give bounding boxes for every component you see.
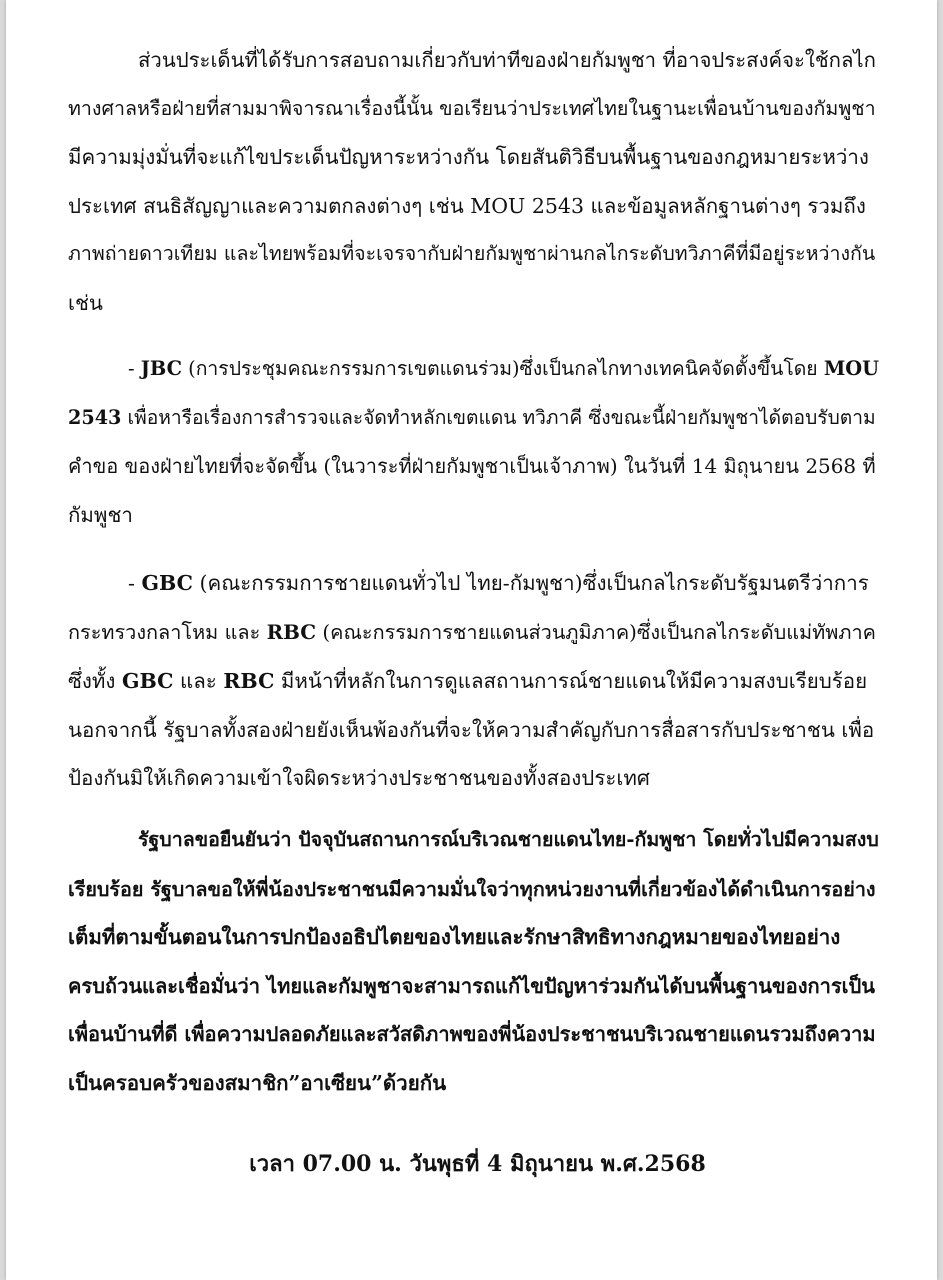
text-line: ทางศาลหรือฝ่ายที่สามมาพิจารณาเรื่องนี้นั้น ขอเรียนว่าประเทศไทยในฐานะเพื่อนบ้านของกัมพูชา [68,96,876,120]
bullet-dash: - [128,357,141,380]
bullet-dash: - [128,571,142,595]
text-segment: (คณะกรรมการชายแดนทั่วไป ไทย-กัมพูชา)ซึ่งเป็นกลไกระดับรัฐมนตรีว่าการ [192,571,869,595]
paragraph-border-mechanisms [68,36,880,327]
term-rbc: RBC [223,669,275,693]
text-line: เช่น [68,290,103,315]
text-line: เรียบร้อย รัฐบาลขอให้พี่น้องประชาชนมีความมั่นใจว่าทุกหน่วยงานที่เกี่ยวข้องได้ดำเนินการอย่าง [68,876,876,901]
text-segment: เพื่อหารือเรื่องการสำรวจและจัดทำหลักเขตแดน ทวิภาคี ซึ่งขณะนี้ฝ่ายกัมพูชาได้ตอบรับตาม [121,405,876,429]
text-segment: และ [173,669,224,693]
term-mou: MOU [823,357,879,380]
term-gbc: GBC [121,669,174,693]
date-time-footer: เวลา 07.00 น. วันพุธที่ 4 มิถุนายน พ.ศ.2568 [249,1151,706,1177]
text-line: นอกจากนี้ รัฐบาลทั้งสองฝ่ายยังเห็นพ้องกันที่จะให้ความสำคัญกับการสื่อสารกับประชาชน เพื่อ [68,717,875,742]
term-jbc: JBC [140,357,182,380]
paragraph-jbc [68,345,880,539]
text-line: เพื่อนบ้านที่ดี เพื่อความปลอดภัยและสวัสดิภาพของพี่น้องประชาชนบริเวณชายแดนรวมถึงความ [68,1022,876,1046]
text-line: ป้องกันมิให้เกิดความเข้าใจผิดระหว่างประชาชนของทั้งสองประเทศ [68,766,650,790]
text-line: รัฐบาลขอยืนยันว่า ปัจจุบันสถานการณ์บริเวณชายแดนไทย-กัมพูชา โดยทั่วไปมีความสงบ [138,828,879,851]
text-line [68,394,880,443]
text-segment: กระทรวงกลาโหม และ [68,620,267,644]
text-line: กัมพูชา [68,502,133,527]
text-line [68,345,880,394]
text-line [68,657,880,706]
text-line [68,608,880,658]
document-page [6,0,937,1280]
paragraph-gbc-rbc [68,559,880,803]
text-line [68,559,880,608]
term-gbc: GBC [141,571,193,595]
text-line: ภาพถ่ายดาวเทียม และไทยพร้อมที่จะเจรจากับฝ่ายกัมพูชาผ่านกลไกระดับทวิภาคีที่มีอยู่ระหว่างกัน [68,242,876,265]
text-line: ส่วนประเด็นที่ได้รับการสอบถามเกี่ยวกับท่าทีของฝ่ายกัมพูชา ที่อาจประสงค์จะใช้กลไก [138,48,876,72]
text-line: คำขอ ของฝ่ายไทยที่จะจัดขึ้น (ในวาระที่ฝ่ายกัมพูชาเป็นเจ้าภาพ) ในวันที่ 14 มิถุนายน 2568 ที่ [68,454,876,478]
term-2543: 2543 [68,405,122,429]
text-segment: ซึ่งทั้ง [68,669,122,693]
paragraph-government-statement [68,816,880,1107]
text-segment: (คณะกรรมการชายแดนส่วนภูมิภาค)ซึ่งเป็นกลไกระดับแม่ทัพภาค [316,620,876,644]
text-line: เต็มที่ตามขั้นตอนในการปกป้องอธิปไตยของไทยและรักษาสิทธิทางกฎหมายของไทยอย่าง [68,925,841,949]
text-line: ครบถ้วนและเชื่อมั่นว่า ไทยและกัมพูชาจะสามารถแก้ไขปัญหาร่วมกันได้บนพื้นฐานของการเป็น [68,973,875,998]
text-segment: มีหน้าที่หลักในการดูแลสถานการณ์ชายแดนให้มีความสงบเรียบร้อย [274,669,868,693]
text-segment: (การประชุมคณะกรรมการเขตแดนร่วม)ซึ่งเป็นกลไกทางเทคนิคจัดตั้งขึ้นโดย [182,357,824,380]
text-line: ประเทศ สนธิสัญญาและความตกลงต่างๆ เช่น MOU 2543 และข้อมูลหลักฐานต่างๆ รวมถึง [68,193,866,218]
text-line: เป็นครอบครัวของสมาชิก”อาเซียน”ด้วยกัน [68,1070,447,1095]
text-line: มีความมุ่งมั่นที่จะแก้ไขประเด็นปัญหาระหว่างกัน โดยสันติวิธีบนพื้นฐานของกฎหมายระหว่าง [68,145,869,169]
term-rbc: RBC [266,619,317,644]
